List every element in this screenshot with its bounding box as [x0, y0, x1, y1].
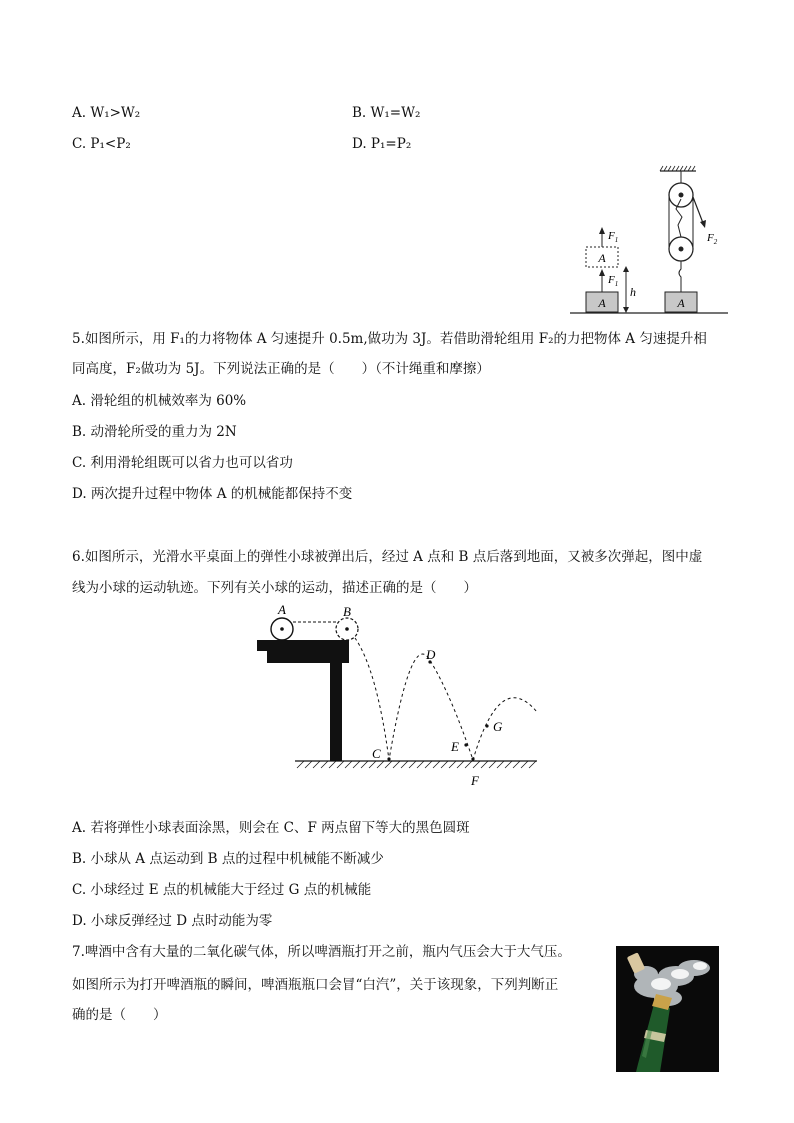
q5-option-a: A. 滑轮组的机械效率为 60% [72, 393, 247, 409]
q5-option-d: D. 两次提升过程中物体 A 的机械能都保持不变 [72, 486, 353, 502]
q5-option-b: B. 动滑轮所受的重力为 2N [72, 424, 237, 440]
ground-hatch [297, 761, 536, 768]
f2-label: $F_2$ [707, 232, 718, 246]
q4-option-c: C. P₁<P₂ [72, 136, 131, 152]
q6-stem-line1: 6.如图所示，光滑水平桌面上的弹性小球被弹出后，经过 A 点和 B 点后落到地面，又被多次弹起，图中虚 [72, 549, 703, 565]
table-leg [330, 663, 342, 761]
q7-stem-line2: 如图所示为打开啤酒瓶的瞬间，啤酒瓶瓶口会冒“白汽”，关于该现象，下列判断正 [72, 977, 559, 993]
beer-bottle-photo [616, 946, 719, 1072]
f1-label-upper: $F_1$ [608, 230, 619, 244]
box-a-ground-label: A [598, 296, 606, 310]
q6-option-a: A. 若将弹性小球表面涂黑，则会在 C、F 两点留下等大的黑色圆斑 [72, 820, 470, 836]
q6-bouncing-ball-figure [255, 600, 545, 790]
label-g: G [493, 719, 503, 734]
q6-option-d: D. 小球反弹经过 D 点时动能为零 [72, 913, 273, 929]
q5-stem-line1: 5.如图所示，用 F₁的力将物体 A 匀速提升 0.5m,做功为 3J。若借助滑轮组用 F₂的力把物体 A 匀速提升相 [72, 331, 707, 347]
h-label: h [630, 285, 636, 299]
label-f: F [471, 773, 479, 788]
label-d: D [426, 647, 436, 662]
q5-stem-line2: 同高度，F₂做功为 5J。下列说法正确的是（ ）（不计绳重和摩擦） [72, 361, 490, 377]
q4-option-d: D. P₁=P₂ [352, 136, 412, 152]
box-a-lifted-label: A [598, 251, 606, 265]
box-a-pulley-label: A [677, 296, 685, 310]
q7-stem-line3: 确的是（ ） [72, 1007, 167, 1023]
f1-label-lower: $F_1$ [608, 274, 619, 288]
table-top [257, 640, 349, 651]
q4-option-b: B. W₁=W₂ [352, 105, 421, 121]
q6-option-c: C. 小球经过 E 点的机械能大于经过 G 点的机械能 [72, 882, 372, 898]
ceiling-hatch [660, 166, 695, 171]
q4-option-a: A. W₁>W₂ [72, 105, 141, 121]
label-e: E [451, 739, 459, 754]
q6-stem-line2: 线为小球的运动轨迹。下列有关小球的运动，描述正确的是（ ） [72, 580, 477, 596]
ball-trajectory [355, 638, 537, 760]
q6-option-b: B. 小球从 A 点运动到 B 点的过程中机械能不断减少 [72, 851, 384, 867]
q5-option-c: C. 利用滑轮组既可以省力也可以省功 [72, 455, 293, 471]
q7-stem-line1: 7.啤酒中含有大量的二氧化碳气体，所以啤酒瓶打开之前，瓶内气压会大于大气压。 [72, 944, 571, 960]
label-a: A [278, 602, 286, 617]
q5-pulley-figure [570, 165, 730, 317]
f2-arrow [693, 197, 703, 223]
label-b: B [343, 604, 351, 619]
label-c: C [372, 746, 381, 761]
